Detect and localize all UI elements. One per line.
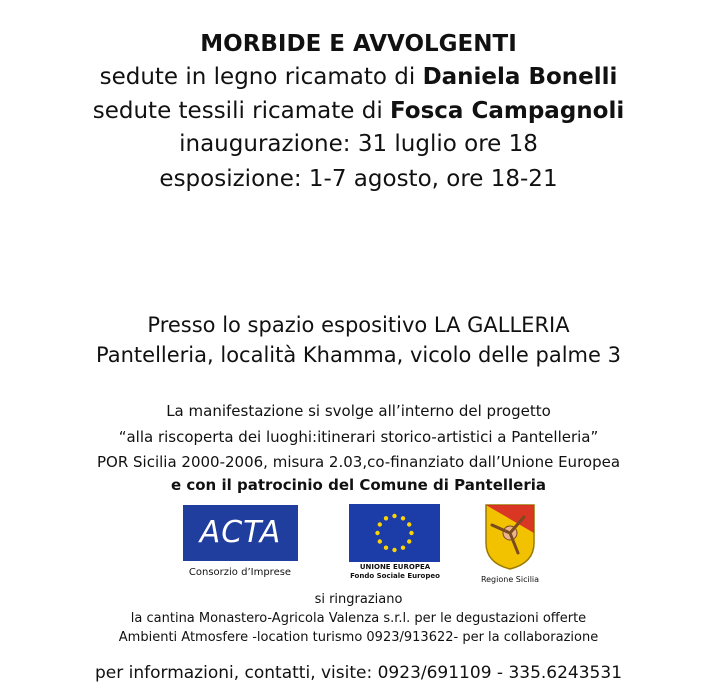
eu-caption <box>330 563 460 581</box>
venue-address: Pantelleria, località Khamma, vicolo delle palme 3 <box>96 343 621 367</box>
acta-logo-text: ACTA <box>199 515 282 550</box>
exhibition-dates: esposizione: 1-7 agosto, ore 18-21 <box>159 166 558 192</box>
contact-info: per informazioni, contatti, visite: 0923/691109 - 335.6243531 <box>94 663 623 683</box>
thanks-location: Ambienti Atmosfere -location turismo 0923/913622- per la collaborazione <box>118 630 599 645</box>
acta-caption: Consorzio d’Imprese <box>188 567 292 578</box>
artist-line-1 <box>0 62 717 92</box>
project-patronage: e con il patrocinio del Comune di Pantelleria <box>170 476 547 494</box>
thanks-winery: la cantina Monastero-Agricola Valenza s.r.l. per le degustazioni offerte <box>130 611 587 626</box>
sicily-coat-of-arms-icon <box>484 503 536 571</box>
eu-caption-line-1: UNIONE EUROPEA <box>359 563 431 571</box>
project-name: “alla riscoperta dei luoghi:itinerari storico-artistici a Pantelleria” <box>118 428 599 446</box>
acta-logo-icon <box>183 505 298 561</box>
artist-line-1-prefix: sedute in legno ricamato di <box>99 64 423 90</box>
project-intro: La manifestazione si svolge all’interno del progetto <box>166 402 551 420</box>
artist-line-2-prefix: sedute tessili ricamate di <box>92 98 391 124</box>
event-title: MORBIDE E AVVOLGENTI <box>200 31 517 57</box>
eu-stars-icon <box>349 504 440 562</box>
artist-line-2 <box>0 96 717 126</box>
venue-name: Presso lo spazio espositivo LA GALLERIA <box>147 313 570 337</box>
thanks-heading: si ringraziano <box>314 592 403 607</box>
eu-flag-icon <box>349 504 440 562</box>
project-funding: POR Sicilia 2000-2006, misura 2.03,co-finanziato dall’Unione Europea <box>96 453 621 471</box>
eu-caption-line-2: Fondo Sociale Europeo <box>350 572 440 580</box>
artist-name-1: Daniela Bonelli <box>422 64 618 90</box>
inauguration-date: inaugurazione: 31 luglio ore 18 <box>179 131 538 157</box>
artist-name-2: Fosca Campagnoli <box>390 98 625 124</box>
sicily-caption: Regione Sicilia <box>480 575 540 584</box>
